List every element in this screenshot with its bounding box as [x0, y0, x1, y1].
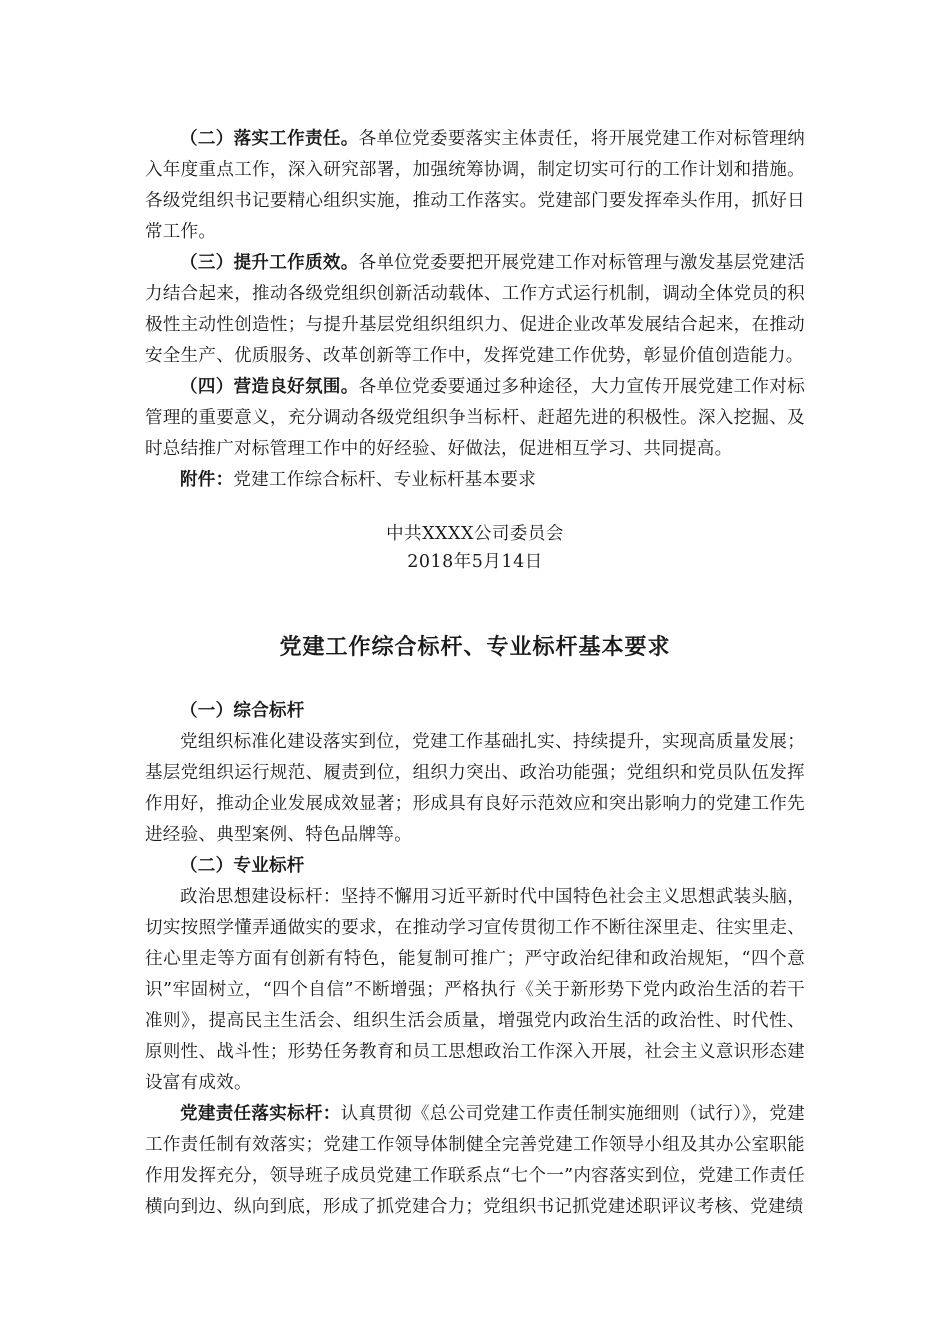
signature-date: 2018年5月14日: [407, 552, 543, 572]
attachment-body: [145, 696, 805, 1223]
heading-comprehensive-benchmark: （一）综合标杆: [180, 701, 305, 721]
signature-block: [145, 520, 805, 576]
attachment-note: [145, 465, 805, 496]
paragraph-create-atmosphere: [145, 372, 805, 465]
paragraph-political-ideology: 政治思想建设标杆：坚持不懈用习近平新时代中国特色社会主义思想武装头脑，切实按照学懂弄通做实的要求，在推动学习宣传贯彻工作不断往深里走、往实里走、往心里走等方面有创新有特色，能复制可推广；严守政治纪律和政治规矩，“四个意识”牢固树立，“四个自信”不断增强；严格执行《关于新形势下党内政治生活的若干准则》，提高民主生活会、组织生活会质量，增强党内政治生活的政治性、时代性、原则性、战斗性；形势任务教育和员工思想政治工作深入开展，社会主义意识形态建设富有成效。: [145, 887, 805, 1093]
paragraph-comprehensive-benchmark: 党组织标准化建设落实到位，党建工作基础扎实、持续提升，实现高质量发展；基层党组织运行规范、履责到位，组织力突出、政治功能强；党组织和党员队伍发挥作用好，推动企业发展成效显著；形成具有良好示范效应和突出影响力的党建工作先进经验、典型案例、特色品牌等。: [145, 732, 805, 845]
section-body-top: [145, 124, 805, 496]
paragraph-implement-responsibility: [145, 124, 805, 248]
attachment-title: 党建工作综合标杆、专业标杆基本要求: [279, 635, 671, 660]
paragraph-text: 各单位党委要通过多种途径，大力宣传开展党建工作对标管理的重要意义，充分调动各级党组织争当标杆、赶超先进的积极性。深入挖掘、及时总结推广对标管理工作中的好经验、好做法，促进相互学习、共同提高。: [145, 377, 806, 459]
paragraph-lead: （三）提升工作质效。: [180, 253, 359, 273]
paragraph-text: 各单位党委要落实主体责任，将开展党建工作对标管理纳入年度重点工作，深入研究部署，加强统筹协调，制定切实可行的工作计划和措施。各级党组织书记要精心组织实施，推动工作落实。党建部门要发挥牵头作用，抓好日常工作。: [145, 129, 806, 242]
signature-org: 中共XXXX公司委员会: [386, 524, 564, 544]
attachment-name: 党建工作综合标杆、专业标杆基本要求: [233, 470, 537, 490]
paragraph-responsibility-benchmark: [145, 1099, 805, 1223]
paragraph-lead: 党建责任落实标杆：: [180, 1104, 341, 1124]
paragraph-text: 各单位党委要把开展党建工作对标管理与激发基层党建活力结合起来，推动各级党组织创新活动载体、工作方式运行机制，调动全体党员的积极性主动性创造性；与提升基层党组织组织力、促进企业改革发展结合起来，在推动安全生产、优质服务、改革创新等工作中，发挥党建工作优势，彰显价值创造能力。: [145, 253, 806, 366]
heading-professional-benchmark: （二）专业标杆: [180, 856, 305, 876]
attachment-label: 附件：: [180, 470, 234, 490]
paragraph-text: 认真贯彻《总公司党建工作责任制实施细则（试行）》，党建工作责任制有效落实；党建工作领导体制健全完善党建工作领导小组及其办公室职能作用发挥充分，领导班子成员党建工作联系点“七个一”内容落实到位，党建工作责任横向到边、纵向到底，形成了抓党建合力；党组织书记抓党建述职评议考核、党建绩: [145, 1104, 805, 1217]
paragraph-lead: （四）营造良好氛围。: [180, 377, 359, 397]
paragraph-lead: （二）落实工作责任。: [180, 129, 359, 149]
paragraph-improve-quality: [145, 248, 805, 372]
